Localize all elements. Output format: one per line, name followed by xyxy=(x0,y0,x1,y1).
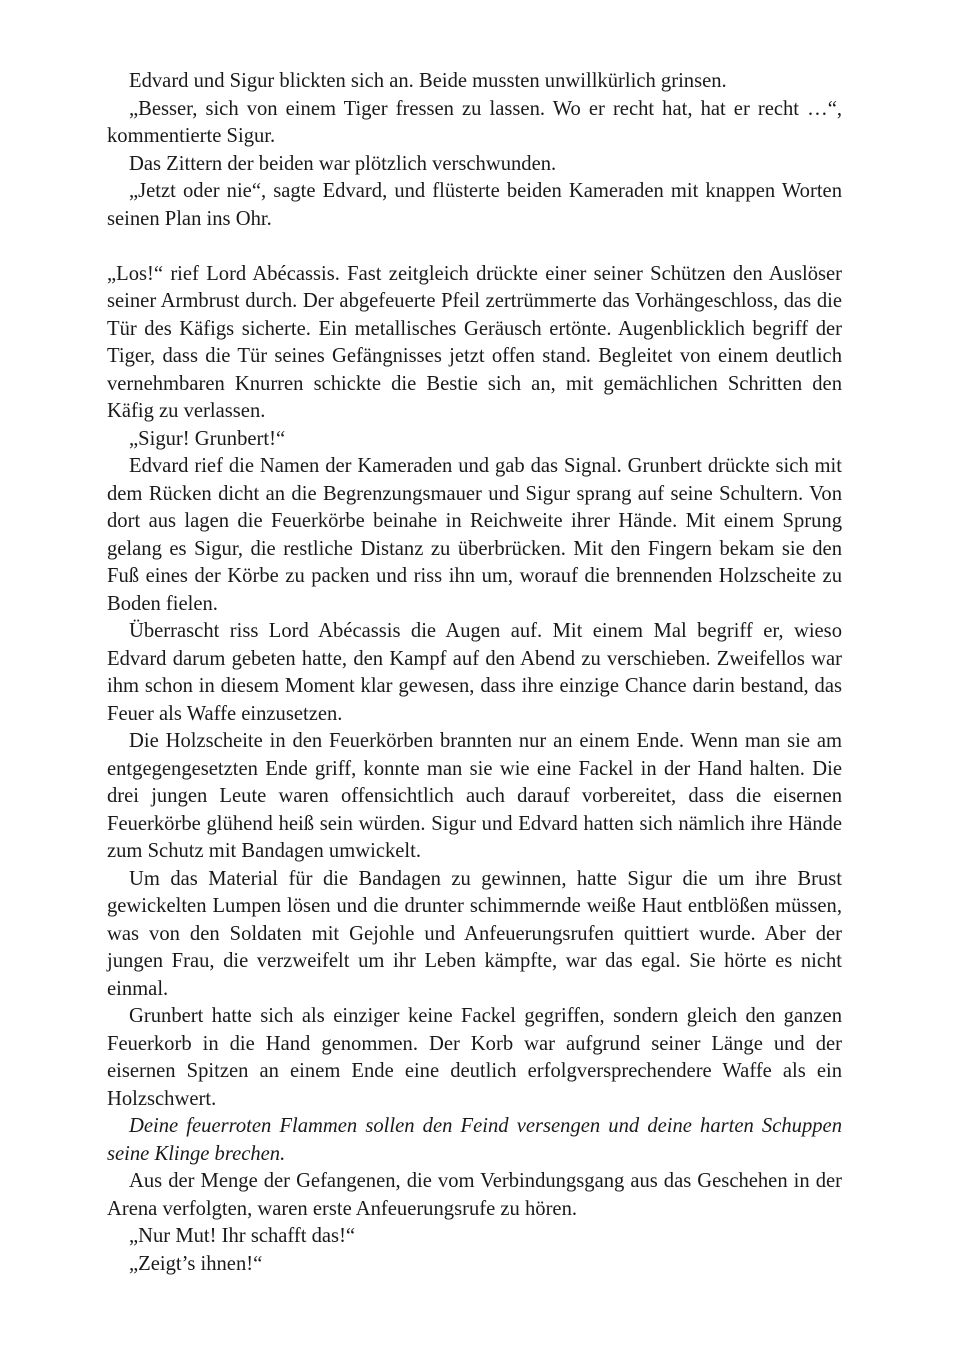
paragraph: „Besser, sich von einem Tiger fressen zu lassen. Wo er recht hat, hat er recht …“, kommentierte Sigur. xyxy=(107,97,842,147)
paragraph: Überrascht riss Lord Abécassis die Augen auf. Mit einem Mal begriff er, wieso Edvard darum gebeten hatte, den Kampf auf den Abend zu verschieben. Zweifellos war ihm schon in diesem Moment klar gewesen, dass ihre einzige Chance darin bestand, das Feuer als Waffe einzusetzen. xyxy=(107,620,842,725)
paragraph: Edvard und Sigur blickten sich an. Beide mussten unwillkürlich grinsen. xyxy=(129,70,727,92)
paragraph: Um das Material für die Bandagen zu gewinnen, hatte Sigur die um ihre Brust gewickelten Lumpen lösen und die drunter schimmernde weiße Haut entblößen müssen, was von den Soldaten mit Gejohle und Anfeuerungsrufen quittiert wurde. Aber der jungen Frau, die verzweifelt um ihr Leben kämpfte, war das egal. Sie hörte es nicht einmal. xyxy=(107,867,842,1000)
paragraph: Das Zittern der beiden war plötzlich verschwunden. xyxy=(129,152,557,175)
book-page xyxy=(107,68,842,1278)
paragraph: „Sigur! Grunbert!“ xyxy=(129,427,286,450)
paragraph: „Nur Mut! Ihr schafft das!“ xyxy=(129,1225,356,1247)
paragraph: Grunbert hatte sich als einziger keine Fackel gegriffen, sondern gleich den ganzen Feuerkorb in die Hand genommen. Der Korb war aufgrund seiner Länge und der eisernen Spitzen an einem Ende eine deutlich erfolgversprechendere Waffe als ein Holzschwert. xyxy=(107,1005,842,1110)
paragraph: Aus der Menge der Gefangenen, die vom Verbindungsgang aus das Geschehen in der Arena verfolgten, waren erste Anfeuerungsrufe zu hören. xyxy=(107,1170,842,1220)
paragraph: Edvard rief die Namen der Kameraden und gab das Signal. Grunbert drückte sich mit dem Rücken dicht an die Begrenzungsmauer und Sigur sprang auf seine Schultern. Von dort aus lagen die Feuerkörbe beinahe in Reichweite ihrer Hände. Mit einem Sprung gelang es Sigur, die restliche Distanz zu überbrücken. Mit den Fingern bekam sie den Fuß eines der Körbe zu packen und riss ihn um, worauf die brennenden Holzscheite zu Boden fielen. xyxy=(107,455,842,615)
paragraph-italic: Deine feuerroten Flammen sollen den Feind versengen und deine harten Schuppen seine Klinge brechen. xyxy=(107,1115,842,1165)
paragraph: „Zeigt’s ihnen!“ xyxy=(129,1252,263,1275)
paragraph: Die Holzscheite in den Feuerkörben brannten nur an einem Ende. Wenn man sie am entgegengesetzten Ende griff, konnte man sie wie eine Fackel in der Hand halten. Die drei jungen Leute waren offensichtlich auch darauf vorbereitet, dass die eisernen Feuerkörbe glühend heiß sein würden. Sigur und Edvard hatten sich nämlich ihre Hände zum Schutz mit Bandagen umwickelt. xyxy=(107,730,842,862)
paragraph-section-start: „Los!“ rief Lord Abécassis. Fast zeitgleich drückte einer seiner Schützen den Auslöser seiner Armbrust durch. Der abgefeuerte Pfeil zertrümmerte das Vorhängeschloss, das die Tür des Käfigs sicherte. Ein metallisches Geräusch ertönte. Augenblicklich begriff der Tiger, dass die Tür seines Gefängnisses jetzt offen stand. Begleitet von einem deutlich vernehmbaren Knurren schickte die Bestie sich an, mit gemächlichen Schritten den Käfig zu verlassen. xyxy=(107,262,842,422)
paragraph: „Jetzt oder nie“, sagte Edvard, und flüsterte beiden Kameraden mit knappen Worten seinen Plan ins Ohr. xyxy=(107,180,842,230)
